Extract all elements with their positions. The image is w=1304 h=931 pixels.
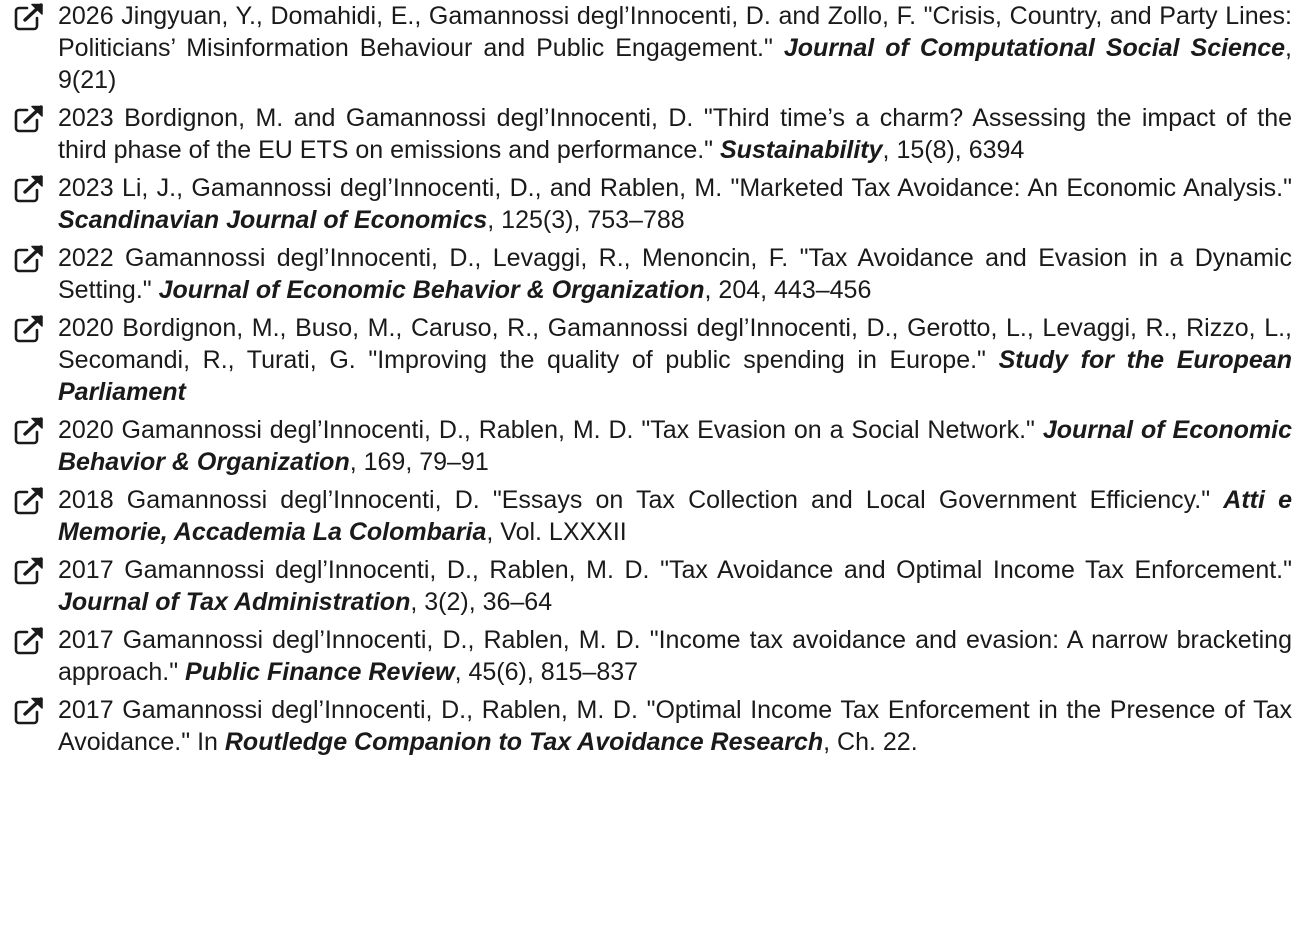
publication-year: 2020	[58, 416, 114, 444]
publication-journal: Sustainability	[720, 136, 883, 164]
publication-year: 2023	[58, 174, 114, 202]
external-link-icon[interactable]	[14, 3, 48, 31]
publication-journal: Public Finance Review	[185, 658, 455, 686]
publication-item	[14, 694, 1292, 758]
publication-citation: Bordignon, M. and Gamannossi degl’Innocenti, D. "Third time’s a charm? Assessing the impact of the third phase of the EU ETS on emissions and performance."	[58, 104, 1292, 164]
publication-details: , Ch. 22.	[823, 728, 918, 756]
publication-year: 2017	[58, 626, 114, 654]
publication-year: 2023	[58, 104, 114, 132]
publication-citation: Jingyuan, Y., Domahidi, E., Gamannossi degl’Innocenti, D. and Zollo, F. "Crisis, Country, and Party Lines: Politicians’ Misinformation Behaviour and Public Engagement."	[58, 2, 1292, 62]
publication-year: 2017	[58, 556, 114, 584]
publication-journal: Study for the European Parliament	[58, 346, 1293, 406]
publication-year: 2020	[58, 314, 114, 342]
publication-details: , 45(6), 815–837	[454, 658, 639, 686]
publication-journal: Scandinavian Journal of Economics	[58, 206, 488, 234]
publication-citation: Gamannossi degl’Innocenti, D., Rablen, M. D. "Tax Evasion on a Social Network."	[121, 416, 1035, 444]
external-link-icon[interactable]	[14, 627, 48, 655]
publication-year: 2017	[58, 696, 114, 724]
publication-item	[14, 242, 1292, 306]
publication-prefix: In	[190, 728, 225, 756]
external-link-icon[interactable]	[14, 487, 48, 515]
publication-journal: Routledge Companion to Tax Avoidance Research	[224, 728, 824, 756]
publication-citation: Li, J., Gamannossi degl’Innocenti, D., and Rablen, M. "Marketed Tax Avoidance: An Economic Analysis."	[121, 174, 1292, 202]
publication-item	[14, 484, 1292, 548]
publication-citation: Gamannossi degl’Innocenti, D., Rablen, M. D. "Tax Avoidance and Optimal Income Tax Enforcement."	[124, 556, 1293, 584]
publication-journal: Journal of Tax Administration	[58, 588, 411, 616]
publication-details: , 3(2), 36–64	[410, 588, 553, 616]
publication-year: 2018	[58, 486, 114, 514]
publication-journal: Journal of Economic Behavior & Organization	[58, 416, 1292, 476]
publication-journal: Journal of Computational Social Science	[783, 34, 1286, 62]
publication-details: , 204, 443–456	[704, 276, 872, 304]
publication-year: 2022	[58, 244, 114, 272]
publication-journal: Journal of Economic Behavior & Organization	[158, 276, 705, 304]
publication-details: , 9(21)	[58, 34, 1292, 94]
publication-item	[14, 414, 1292, 478]
publication-item	[14, 102, 1292, 166]
publication-citation: Gamannossi degl’Innocenti, D., Rablen, M. D. "Optimal Income Tax Enforcement in the Presence of Tax Avoidance."	[58, 696, 1292, 756]
publication-item	[14, 172, 1292, 236]
publication-item	[14, 0, 1292, 96]
publication-details: , 169, 79–91	[349, 448, 489, 476]
external-link-icon[interactable]	[14, 697, 48, 725]
external-link-icon[interactable]	[14, 245, 48, 273]
publication-citation: Bordignon, M., Buso, M., Caruso, R., Gamannossi degl’Innocenti, D., Gerotto, L., Levaggi, R., Rizzo, L., Secomandi, R., Turati, G. "Improving the quality of public spending in Europe."	[58, 314, 1292, 374]
external-link-icon[interactable]	[14, 105, 48, 133]
publication-details: , Vol. LXXXII	[486, 518, 627, 546]
publication-citation: Gamannossi degl’Innocenti, D. "Essays on Tax Collection and Local Government Efficiency."	[126, 486, 1211, 514]
publication-year: 2026	[58, 2, 114, 30]
publication-journal: Atti e Memorie, Accademia La Colombaria	[58, 486, 1292, 546]
external-link-icon[interactable]	[14, 417, 48, 445]
external-link-icon[interactable]	[14, 175, 48, 203]
external-link-icon[interactable]	[14, 557, 48, 585]
publication-details: , 125(3), 753–788	[487, 206, 685, 234]
external-link-icon[interactable]	[14, 315, 48, 343]
publication-citation: Gamannossi degl’Innocenti, D., Rablen, M. D. "Income tax avoidance and evasion: A narrow bracketing approach."	[58, 626, 1292, 686]
publication-details: , 15(8), 6394	[882, 136, 1025, 164]
publication-citation: Gamannossi degl’Innocenti, D., Levaggi, R., Menoncin, F. "Tax Avoidance and Evasion in a Dynamic Setting."	[58, 244, 1292, 304]
publication-item	[14, 554, 1292, 618]
publication-item	[14, 624, 1292, 688]
publication-item	[14, 312, 1292, 408]
